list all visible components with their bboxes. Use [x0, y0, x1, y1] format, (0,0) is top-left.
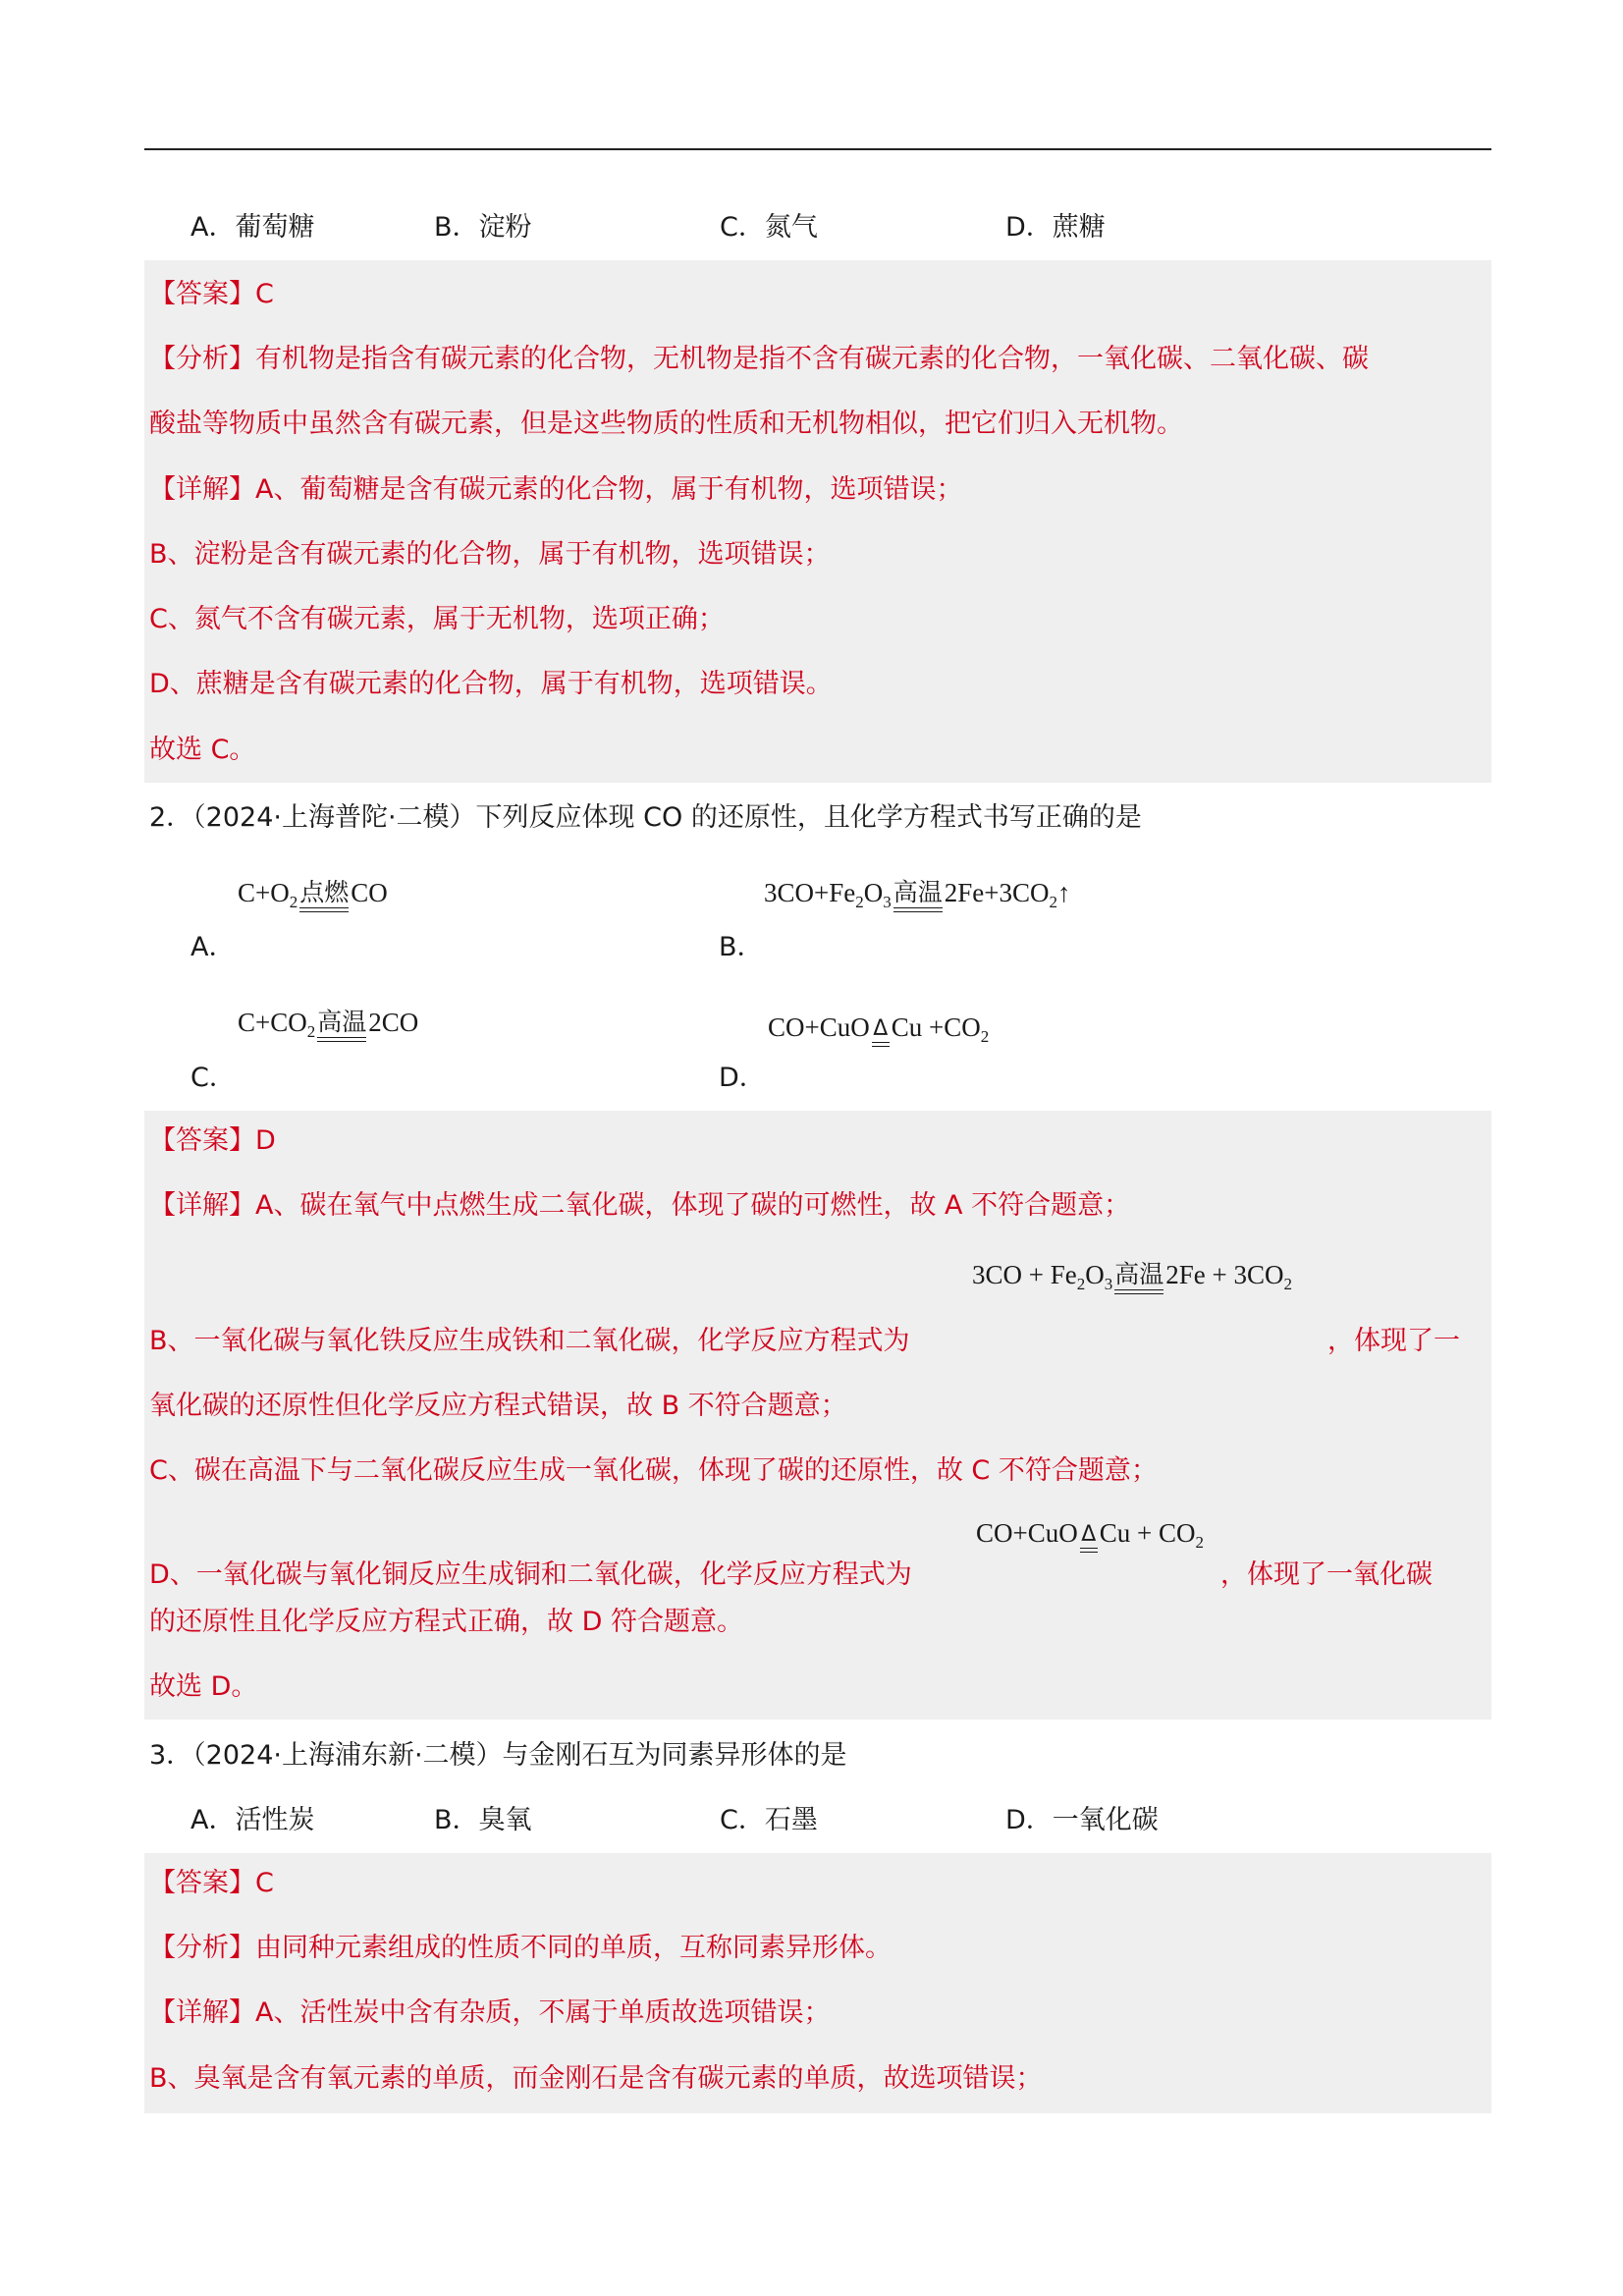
q1-detail-c: C、氮气不含有碳元素，属于无机物，选项正确；	[149, 604, 725, 634]
q1-analysis-line2: 酸盐等物质中虽然含有碳元素，但是这些物质的性质和无机物相似，把它们归入无机物。	[149, 409, 1183, 439]
q2-equation-a: $C+O_2$ 点燃 CO	[238, 878, 388, 911]
q2-solution-box	[144, 1111, 1491, 1720]
q2-solution-equation-d: CO+CuO Δ $Cu + CO_2$	[976, 1518, 1204, 1552]
q3-stem: 3．（2024·上海浦东新·二模）与金刚石互为同素异形体的是	[149, 1740, 847, 1771]
q2-option-a-label: A．	[190, 932, 236, 962]
q1-detail-b: B、淀粉是含有碳元素的化合物，属于有机物，选项错误；	[149, 539, 831, 570]
q3-option-d: D．一氧化碳	[1005, 1805, 1159, 1835]
q2-detail-d-line1-tail: ，体现了一氧化碳	[1220, 1559, 1433, 1590]
q2-choose: 故选 D。	[149, 1671, 258, 1702]
q3-detail-a: 【详解】A、活性炭中含有杂质，不属于单质故选项错误；	[149, 1997, 831, 2028]
q2-detail-c: C、碳在高温下与二氧化碳反应生成一氧化碳，体现了碳的还原性，故 C 不符合题意；	[149, 1455, 1158, 1486]
q2-detail-b-line2: 氧化碳的还原性但化学反应方程式错误，故 B 不符合题意；	[149, 1391, 847, 1421]
q2-equation-b: $3CO+Fe_2O_3$ 高温 $2Fe+3CO_2↑$	[764, 878, 1071, 911]
q2-detail-d-line2: 的还原性且化学反应方程式正确，故 D 符合题意。	[149, 1607, 743, 1637]
q1-detail-a: 【详解】A、葡萄糖是含有碳元素的化合物，属于有机物，选项错误；	[149, 474, 963, 505]
header-rule	[144, 148, 1491, 150]
q1-option-b: B．淀粉	[434, 212, 532, 243]
q2-option-b-label: B．	[719, 932, 764, 962]
q1-option-c: C．氮气	[720, 212, 818, 243]
q2-equation-c: $C+CO_2$ 高温 2CO	[238, 1008, 419, 1041]
q3-analysis: 【分析】由同种元素组成的性质不同的单质，互称同素异形体。	[149, 1933, 892, 1963]
q2-detail-b-line1-tail: ，体现了一	[1327, 1326, 1460, 1356]
q3-detail-b: B、臭氧是含有氧元素的单质，而金刚石是含有碳元素的单质，故选项错误；	[149, 2063, 1043, 2094]
q2-option-d-label: D．	[719, 1063, 766, 1093]
q3-option-b: B．臭氧	[434, 1805, 532, 1835]
q1-analysis-line1: 【分析】有机物是指含有碳元素的化合物，无机物是指不含有碳元素的化合物，一氧化碳、二氧化碳、碳	[149, 344, 1369, 374]
q1-detail-d: D、蔗糖是含有碳元素的化合物，属于有机物，选项错误。	[149, 669, 833, 699]
q1-answer: 【答案】C	[149, 279, 274, 309]
q3-solution-box	[144, 1853, 1491, 2113]
q3-option-a: A．活性炭	[190, 1805, 315, 1835]
q1-option-a: A．葡萄糖	[190, 212, 315, 243]
q3-answer: 【答案】C	[149, 1868, 274, 1898]
q3-option-c: C．石墨	[720, 1805, 818, 1835]
q2-stem: 2．（2024·上海普陀·二模）下列反应体现 CO 的还原性，且化学方程式书写正确的是	[149, 802, 1142, 833]
q2-solution-equation-b: $3CO + Fe_2O_3$ 高温 $2Fe + 3CO_2$	[972, 1260, 1292, 1293]
q2-option-c-label: C．	[190, 1063, 236, 1093]
q2-detail-a: 【详解】A、碳在氧气中点燃生成二氧化碳，体现了碳的可燃性，故 A 不符合题意；	[149, 1190, 1131, 1221]
q1-solution-box	[144, 260, 1491, 783]
q1-choose: 故选 C。	[149, 735, 256, 765]
q1-option-d: D．蔗糖	[1005, 212, 1106, 243]
q2-answer: 【答案】D	[149, 1125, 276, 1156]
q2-detail-d-line1: D、一氧化碳与氧化铜反应生成铜和二氧化碳，化学反应方程式为	[149, 1559, 912, 1590]
q2-equation-d: CO+CuO Δ $Cu +CO_2$	[768, 1012, 990, 1046]
q2-detail-b-line1: B、一氧化碳与氧化铁反应生成铁和二氧化碳，化学反应方程式为	[149, 1326, 910, 1356]
